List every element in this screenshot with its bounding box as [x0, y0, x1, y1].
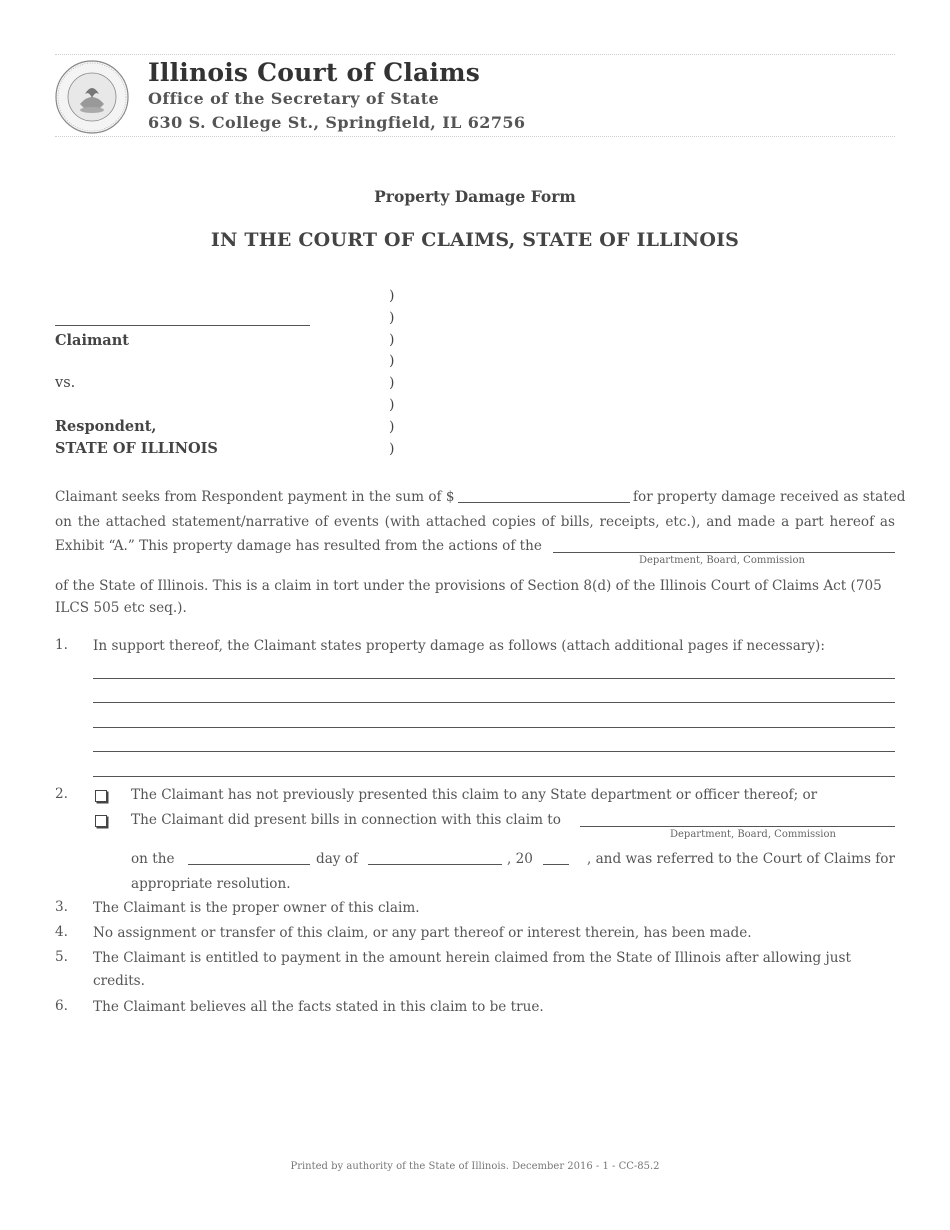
damage-description-line-2[interactable] [93, 702, 895, 703]
item-number: 5. [55, 949, 68, 965]
not-presented-checkbox[interactable] [95, 790, 107, 802]
caption-paren: ) [389, 375, 395, 391]
on-the-label: on the [131, 851, 175, 867]
claimant-name-field[interactable] [55, 325, 310, 326]
damage-description-line-3[interactable] [93, 727, 895, 728]
presented-to-field[interactable] [580, 826, 895, 827]
caption-paren: ) [389, 353, 395, 369]
intro-line-3: Exhibit “A.” This property damage has resulted from the actions of the [55, 538, 542, 554]
item-3-text: The Claimant is the proper owner of this claim. [93, 900, 420, 916]
department-field[interactable] [553, 552, 895, 553]
item-number: 6. [55, 998, 68, 1014]
item-5-text: The Claimant is entitled to payment in the amount herein claimed from the State of Illinois after allowing just credits. [93, 950, 851, 989]
claimant-label: Claimant [55, 332, 129, 349]
caption-paren: ) [389, 288, 395, 304]
form-title: Property Damage Form [374, 187, 576, 206]
caption-paren: ) [389, 310, 395, 326]
intro-text-b: for property damage received as stated [633, 489, 906, 505]
item-1-text: In support thereof, the Claimant states property damage as follows (attach additional pages if necessary): [93, 638, 825, 654]
state-seal-icon [55, 60, 129, 134]
caption-paren: ) [389, 419, 395, 435]
resolution-text: appropriate resolution. [131, 876, 291, 892]
item-number: 4. [55, 924, 68, 940]
day-field[interactable] [188, 864, 310, 865]
court-heading: IN THE COURT OF CLAIMS, STATE OF ILLINOIS [210, 229, 740, 251]
office-address: 630 S. College St., Springfield, IL 62756 [148, 113, 526, 132]
header-top-rule [55, 54, 895, 55]
did-present-checkbox[interactable] [95, 815, 107, 827]
presented-to-caption: Department, Board, Commission [670, 829, 836, 840]
caption-paren: ) [389, 332, 395, 348]
item-4-text: No assignment or transfer of this claim, or any part thereof or interest therein, has been made. [93, 925, 752, 941]
department-caption: Department, Board, Commission [639, 555, 805, 566]
option-not-presented: The Claimant has not previously presented this claim to any State department or officer thereof; or [131, 787, 818, 803]
month-field[interactable] [368, 864, 502, 865]
item-6-text: The Claimant believes all the facts stated in this claim to be true. [93, 999, 544, 1015]
item-number: 2. [55, 786, 68, 802]
item-number: 3. [55, 899, 68, 915]
vs-label: vs. [55, 375, 76, 391]
damage-description-line-4[interactable] [93, 751, 895, 752]
day-of-label: day of [316, 851, 359, 867]
respondent-label: Respondent, [55, 418, 157, 435]
intro-line-2: on the attached statement/narrative of events (with attached copies of bills, receipts, etc.), and made a part hereof as [55, 514, 895, 530]
option-did-present: The Claimant did present bills in connection with this claim to [131, 812, 561, 828]
year-field[interactable] [543, 864, 569, 865]
header-bottom-rule [55, 136, 895, 137]
caption-paren: ) [389, 397, 395, 413]
year-prefix: , 20 [507, 851, 533, 867]
damage-description-line-1[interactable] [93, 678, 895, 679]
respondent-name: STATE OF ILLINOIS [55, 440, 218, 457]
referred-text: , and was referred to the Court of Claims for [586, 851, 895, 867]
office-name: Office of the Secretary of State [148, 89, 440, 108]
damage-description-line-5[interactable] [93, 776, 895, 777]
claim-amount-field[interactable] [458, 502, 630, 503]
intro-line-1 [55, 486, 455, 508]
intro-text-a: Claimant seeks from Respondent payment in the sum of $ [55, 489, 455, 505]
item-number: 1. [55, 637, 68, 653]
footer-text: Printed by authority of the State of Illinois. December 2016 - 1 - CC-85.2 [290, 1161, 660, 1172]
intro-line-4: of the State of Illinois. This is a claim in tort under the provisions of Section 8(d) of the Illinois Court of Claims Act (705 ILCS 505 etc seq.). [55, 578, 882, 616]
court-name: Illinois Court of Claims [148, 58, 481, 87]
caption-paren: ) [389, 441, 395, 457]
